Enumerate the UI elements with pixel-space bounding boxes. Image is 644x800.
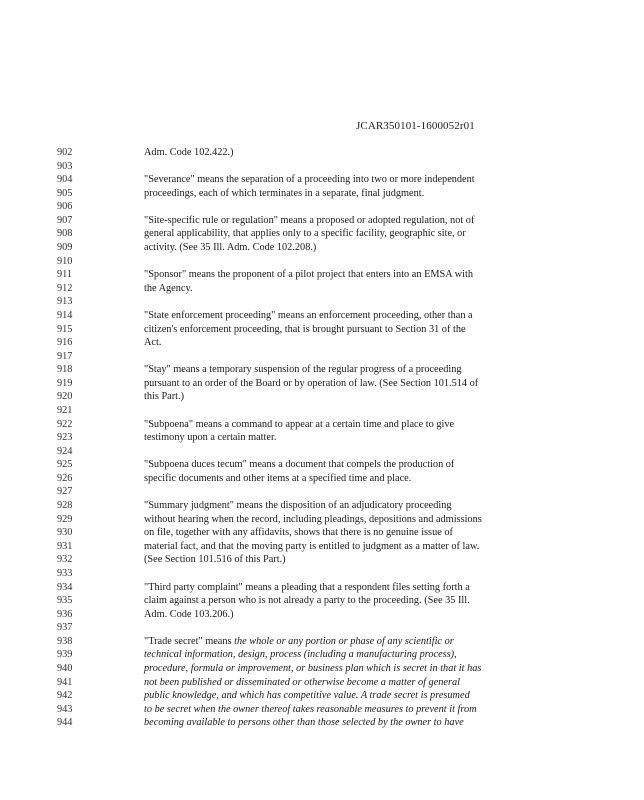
line-number: 935 [57, 595, 73, 607]
document-line [0, 404, 644, 418]
statutory-italic-text: technical information, design, process (including a manufacturing process), [144, 649, 457, 661]
line-number: 920 [57, 391, 73, 403]
document-line [0, 716, 644, 730]
line-text-segment: Adm. Code 103.206.) [144, 608, 234, 620]
statutory-italic-text: to be secret when the owner thereof takes reasonable measures to prevent it from [144, 703, 477, 715]
line-number: 943 [57, 703, 73, 715]
line-number: 937 [57, 622, 73, 634]
document-line [0, 689, 644, 703]
line-text-segment: citizen's enforcement proceeding, that is brought pursuant to Section 31 of the [144, 323, 466, 335]
line-number: 934 [57, 581, 73, 593]
line-text [144, 703, 477, 717]
line-text-segment: "Trade secret" means [144, 635, 235, 647]
line-text [144, 648, 457, 662]
line-text [144, 635, 454, 649]
document-line [0, 648, 644, 662]
document-line [0, 581, 644, 595]
line-text-segment: proceedings, each of which terminates in a separate, final judgment. [144, 187, 425, 199]
document-line [0, 431, 644, 445]
line-number: 931 [57, 540, 73, 552]
document-line [0, 662, 644, 676]
document-line [0, 703, 644, 717]
document-line [0, 621, 644, 635]
line-number: 940 [57, 662, 73, 674]
line-text [144, 689, 470, 703]
line-text [144, 363, 462, 377]
document-line [0, 241, 644, 255]
line-number: 907 [57, 214, 73, 226]
line-text [144, 390, 184, 404]
statutory-italic-text: the whole or any portion or phase of any scientific or [234, 635, 454, 647]
document-line [0, 390, 644, 404]
document-line [0, 336, 644, 350]
line-number: 919 [57, 377, 73, 389]
document-line [0, 608, 644, 622]
document-line [0, 160, 644, 174]
document-line [0, 377, 644, 391]
line-number: 904 [57, 174, 73, 186]
line-number: 936 [57, 608, 73, 620]
document-line [0, 187, 644, 201]
document-line [0, 553, 644, 567]
statutory-italic-text: procedure, formula or improvement, or business plan which is secret in that it has [144, 662, 482, 674]
line-number: 903 [57, 160, 73, 172]
document-line [0, 214, 644, 228]
line-text [144, 309, 473, 323]
line-text-segment: this Part.) [144, 391, 185, 403]
line-text-segment: testimony upon a certain matter. [144, 432, 277, 444]
line-text-segment: (See Section 101.516 of this Part.) [144, 554, 286, 566]
line-number: 921 [57, 404, 73, 416]
line-number: 902 [57, 147, 73, 158]
document-line [0, 227, 644, 241]
line-text [144, 526, 453, 540]
line-number: 938 [57, 635, 73, 647]
document-line [0, 295, 644, 309]
line-text [144, 608, 234, 622]
line-number: 928 [57, 500, 73, 512]
line-numbered-body [0, 146, 644, 730]
line-number: 944 [57, 717, 73, 729]
document-line [0, 445, 644, 459]
document-line [0, 594, 644, 608]
line-text-segment: pursuant to an order of the Board or by operation of law. (See Section 101.514 of [144, 377, 479, 389]
line-text [144, 553, 286, 567]
document-line [0, 282, 644, 296]
document-line [0, 485, 644, 499]
line-text-segment: claim against a person who is not already a party to the proceeding. (See 35 Ill. [144, 595, 470, 607]
line-text [144, 323, 466, 337]
line-text-segment: "Sponsor" means the proponent of a pilot project that enters into an EMSA with [144, 269, 473, 281]
line-number: 917 [57, 350, 73, 362]
line-number: 912 [57, 282, 73, 294]
document-line [0, 635, 644, 649]
document-line [0, 513, 644, 527]
line-text [144, 499, 452, 513]
line-number: 930 [57, 527, 73, 539]
line-number: 913 [57, 296, 73, 308]
line-text-segment: material fact, and that the moving party is entitled to judgment as a matter of law. [144, 540, 480, 552]
document-line [0, 309, 644, 323]
statutory-italic-text: not been published or disseminated or otherwise become a matter of general [144, 676, 461, 688]
line-number: 927 [57, 486, 73, 498]
line-text-segment: "Severance" means the separation of a proceeding into two or more independent [144, 174, 475, 186]
document-id-header: JCAR350101-1600052r01 [356, 120, 475, 132]
line-text [144, 268, 473, 282]
line-number: 926 [57, 472, 73, 484]
line-text [144, 662, 481, 676]
line-number: 924 [57, 445, 73, 457]
document-line [0, 200, 644, 214]
line-text-segment: without hearing when the record, including pleadings, depositions and admissions [144, 513, 482, 525]
line-number: 908 [57, 228, 73, 240]
line-text-segment: Adm. Code 102.422.) [144, 147, 234, 158]
line-number: 910 [57, 255, 73, 267]
line-text-segment: "Third party complaint" means a pleading that a respondent files setting forth a [144, 581, 470, 593]
document-line [0, 255, 644, 269]
line-number: 906 [57, 201, 73, 213]
line-text [144, 173, 475, 187]
document-line [0, 363, 644, 377]
line-text-segment: "Stay" means a temporary suspension of the regular progress of a proceeding [144, 364, 462, 376]
line-number: 941 [57, 676, 73, 688]
line-text [144, 431, 276, 445]
line-number: 942 [57, 690, 73, 702]
line-text-segment: "Summary judgment" means the disposition of an adjudicatory proceeding [144, 500, 452, 512]
line-text-segment: "State enforcement proceeding" means an enforcement proceeding, other than a [144, 309, 473, 321]
line-text-segment: activity. (See 35 Ill. Adm. Code 102.208.) [144, 242, 317, 254]
line-number: 905 [57, 187, 73, 199]
line-text [144, 282, 193, 296]
document-line [0, 418, 644, 432]
line-number: 909 [57, 242, 73, 254]
line-number: 929 [57, 513, 73, 525]
line-text [144, 513, 482, 527]
line-text [144, 227, 466, 241]
line-text [144, 676, 460, 690]
line-text-segment: the Agency. [144, 282, 193, 294]
line-text [144, 594, 470, 608]
document-line [0, 173, 644, 187]
line-text [144, 418, 454, 432]
line-number: 911 [57, 269, 73, 281]
line-text [144, 540, 479, 554]
line-text [144, 146, 234, 160]
document-line [0, 146, 644, 160]
line-text [144, 377, 478, 391]
line-text-segment: specific documents and other items at a specified time and place. [144, 472, 412, 484]
line-text-segment: Act. [144, 337, 162, 349]
line-number: 925 [57, 459, 73, 471]
document-line [0, 526, 644, 540]
document-line [0, 323, 644, 337]
document-line [0, 540, 644, 554]
line-text [144, 581, 470, 595]
line-text-segment: "Subpoena duces tecum" means a document that compels the production of [144, 459, 455, 471]
document-line [0, 472, 644, 486]
line-text [144, 336, 161, 350]
line-number: 939 [57, 649, 73, 661]
line-text [144, 472, 411, 486]
line-number: 915 [57, 323, 73, 335]
line-number: 922 [57, 418, 73, 430]
document-line [0, 499, 644, 513]
statutory-italic-text: becoming available to persons other than those selected by the owner to have [144, 717, 464, 729]
line-text [144, 214, 474, 228]
statutory-italic-text: public knowledge, and which has competitive value. A trade secret is presumed [144, 690, 470, 702]
line-text [144, 187, 424, 201]
line-number: 916 [57, 337, 73, 349]
line-text [144, 458, 454, 472]
line-number: 932 [57, 554, 73, 566]
line-number: 923 [57, 432, 73, 444]
line-text [144, 716, 464, 730]
line-number: 914 [57, 309, 73, 321]
line-text-segment: "Site-specific rule or regulation" means a proposed or adopted regulation, not of [144, 214, 475, 226]
line-text-segment: on file, together with any affidavits, shows that there is no genuine issue of [144, 527, 453, 539]
document-line [0, 268, 644, 282]
line-number: 933 [57, 567, 73, 579]
line-text-segment: "Subpoena" means a command to appear at a certain time and place to give [144, 418, 455, 430]
document-line [0, 676, 644, 690]
line-text [144, 241, 316, 255]
line-text-segment: general applicability, that applies only to a specific facility, geographic site, or [144, 228, 466, 240]
line-number: 918 [57, 364, 73, 376]
document-line [0, 567, 644, 581]
document-line [0, 350, 644, 364]
document-line [0, 458, 644, 472]
